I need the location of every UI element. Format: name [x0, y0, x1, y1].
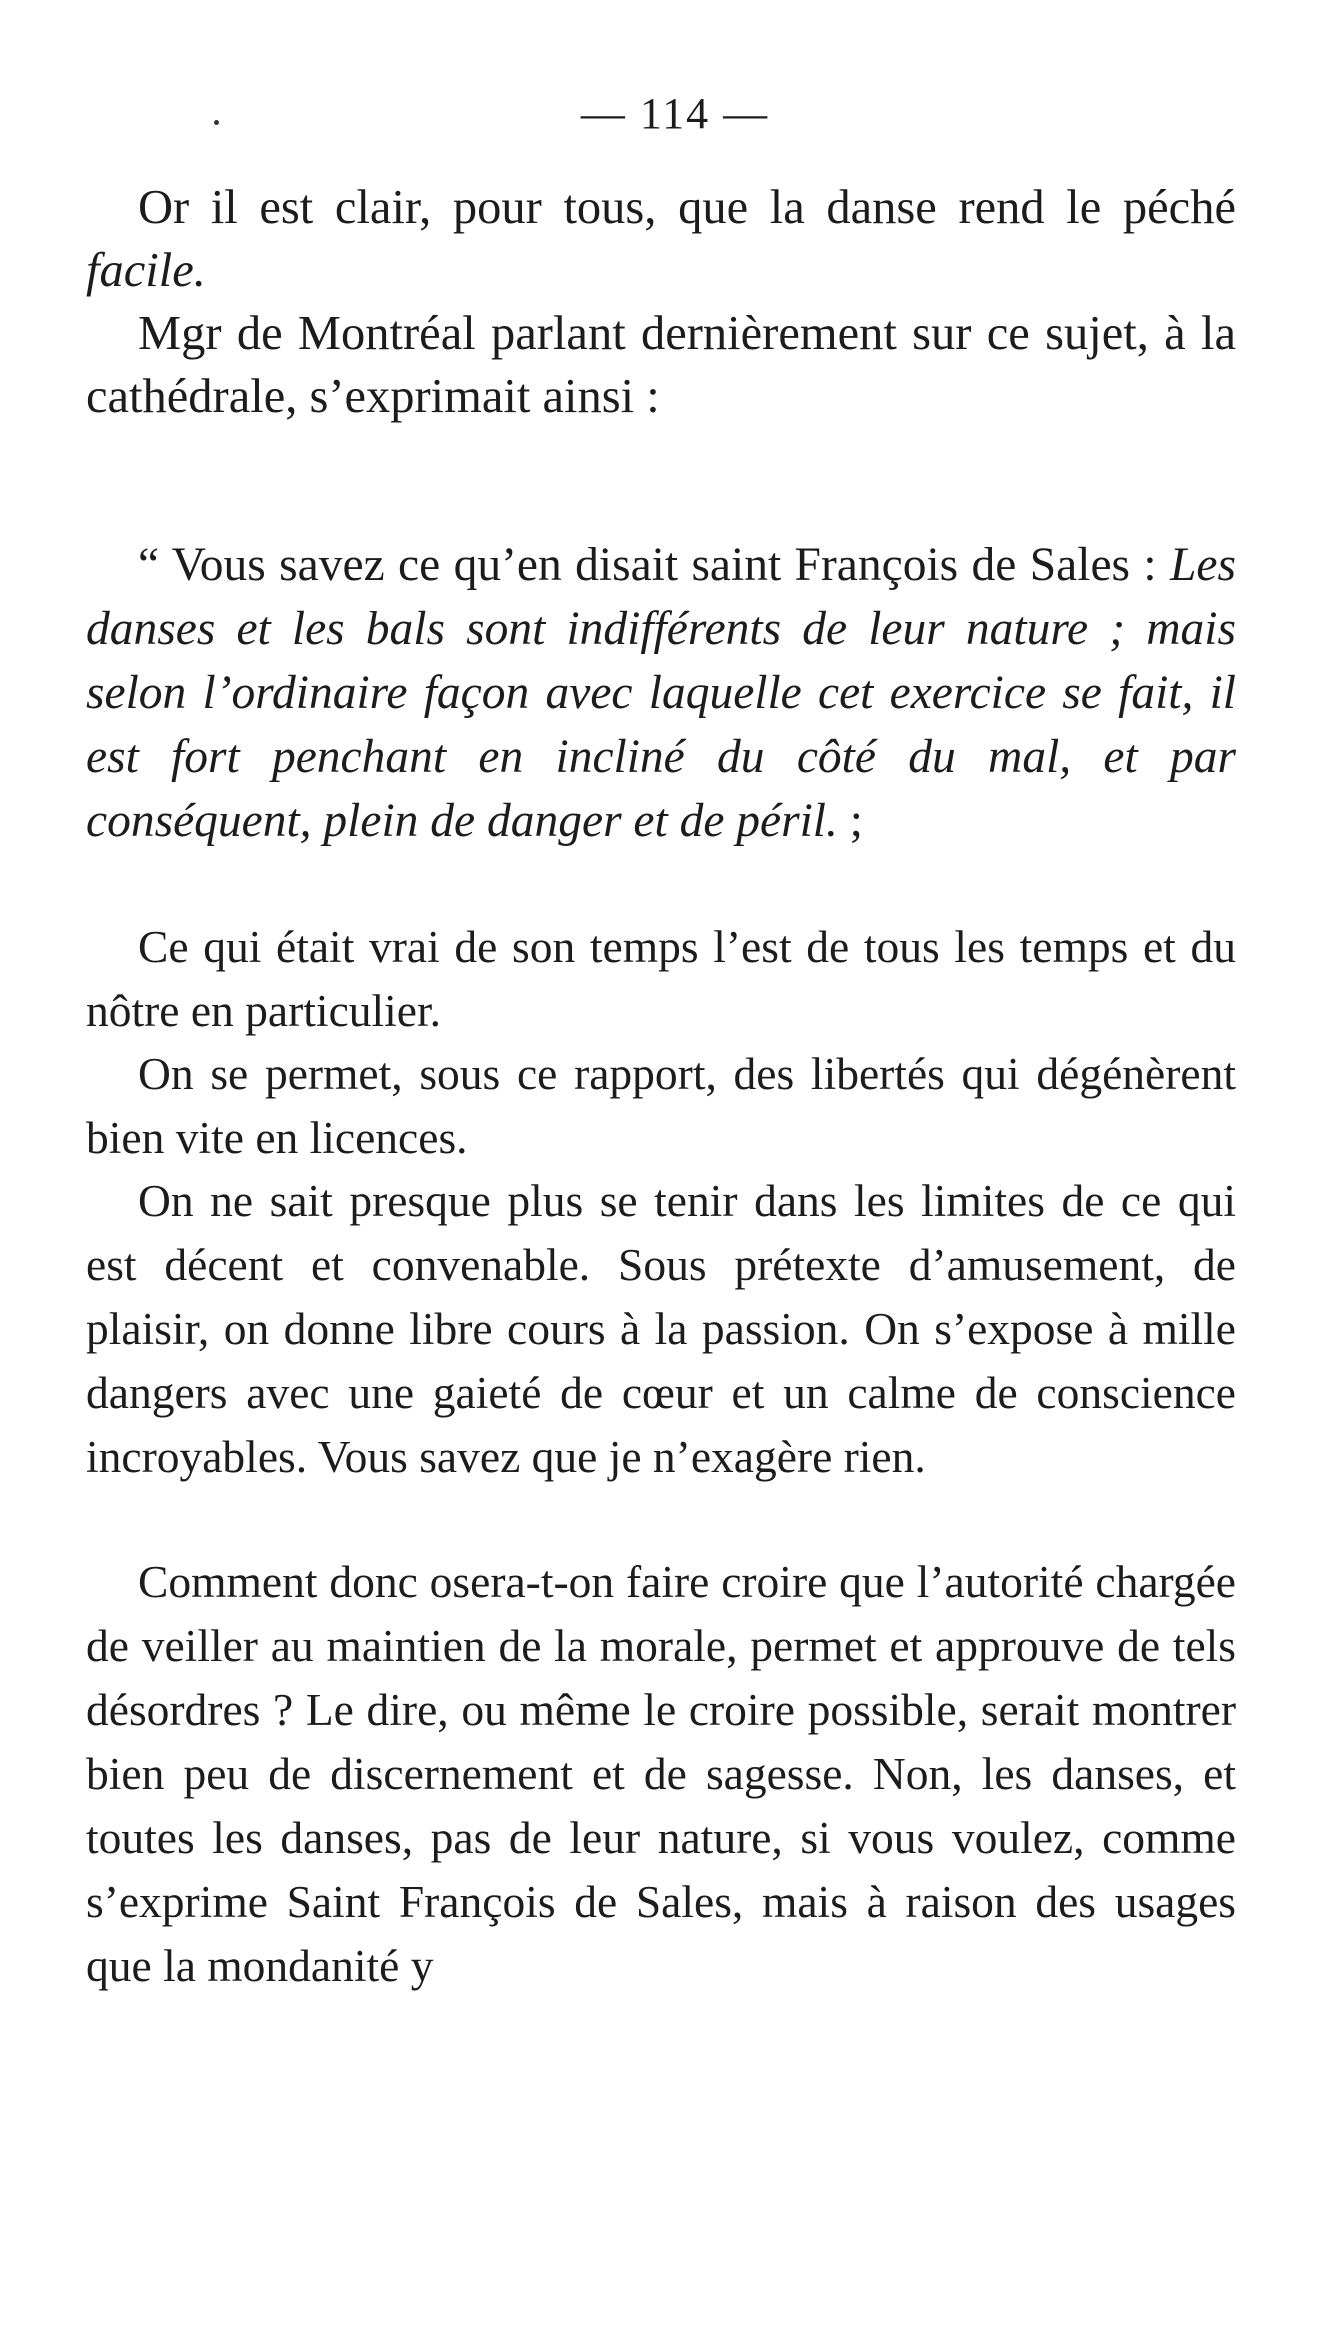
paragraph-1-italic: facile. — [86, 244, 206, 297]
ink-speck — [214, 120, 219, 125]
paragraph-2 — [86, 302, 1236, 428]
paragraph-3-text: Ce qui était vrai de son temps l’est de tous les temps et du nôtre en particulier. — [86, 921, 1236, 1036]
quotation — [86, 533, 1236, 853]
paragraph-5-text: On ne sait presque plus se tenir dans les limites de ce qui est décent et convenable. Sous prétexte d’amusement, de plaisir, on donne libre cours à la passion. On s’expose à mille dangers avec une gaieté de cœur et un calme de conscience incroyables. Vous savez que je n’exagère rien. — [86, 1175, 1236, 1482]
paragraph-1 — [86, 176, 1236, 302]
quotation-italic: Les danses et les bals sont indifférents de leur nature ; mais selon l’ordinaire façon avec laquelle cet exercice se fait, il est fort penchant en incliné du côté du mal, et par conséquent, plein de danger et de péril. — [86, 539, 1237, 847]
paragraph-6 — [86, 1550, 1236, 1998]
quotation-intro: “ Vous savez ce qu’en disait saint François de Sales : — [138, 539, 1157, 591]
paragraph-4-text: On se permet, sous ce rapport, des libertés qui dégénèrent bien vite en licences. — [86, 1048, 1236, 1163]
paragraph-6-text: Comment donc osera-t-on faire croire que l’autorité chargée de veiller au maintien de la morale, permet et approuve de tels désordres ? Le dire, ou même le croire possible, serait montrer bien peu de discernement et de sagesse. Non, les danses, et toutes les danses, pas de leur nature, si vous voulez, comme s’exprime Saint François de Sales, mais à raison des usages que la mondanité y — [86, 1556, 1236, 1991]
paragraph-5 — [86, 1169, 1236, 1489]
paragraph-2-text: Mgr de Montréal parlant dernièrement sur ce sujet, à la cathédrale, s’exprimait ainsi : — [86, 307, 1236, 423]
paragraph-3 — [86, 915, 1236, 1043]
paragraph-4 — [86, 1042, 1236, 1170]
page-number: — 114 — — [580, 89, 770, 138]
paragraph-1-text: Or il est clair, pour tous, que la danse rend le péché — [138, 181, 1236, 234]
quotation-close: ; — [849, 795, 863, 847]
